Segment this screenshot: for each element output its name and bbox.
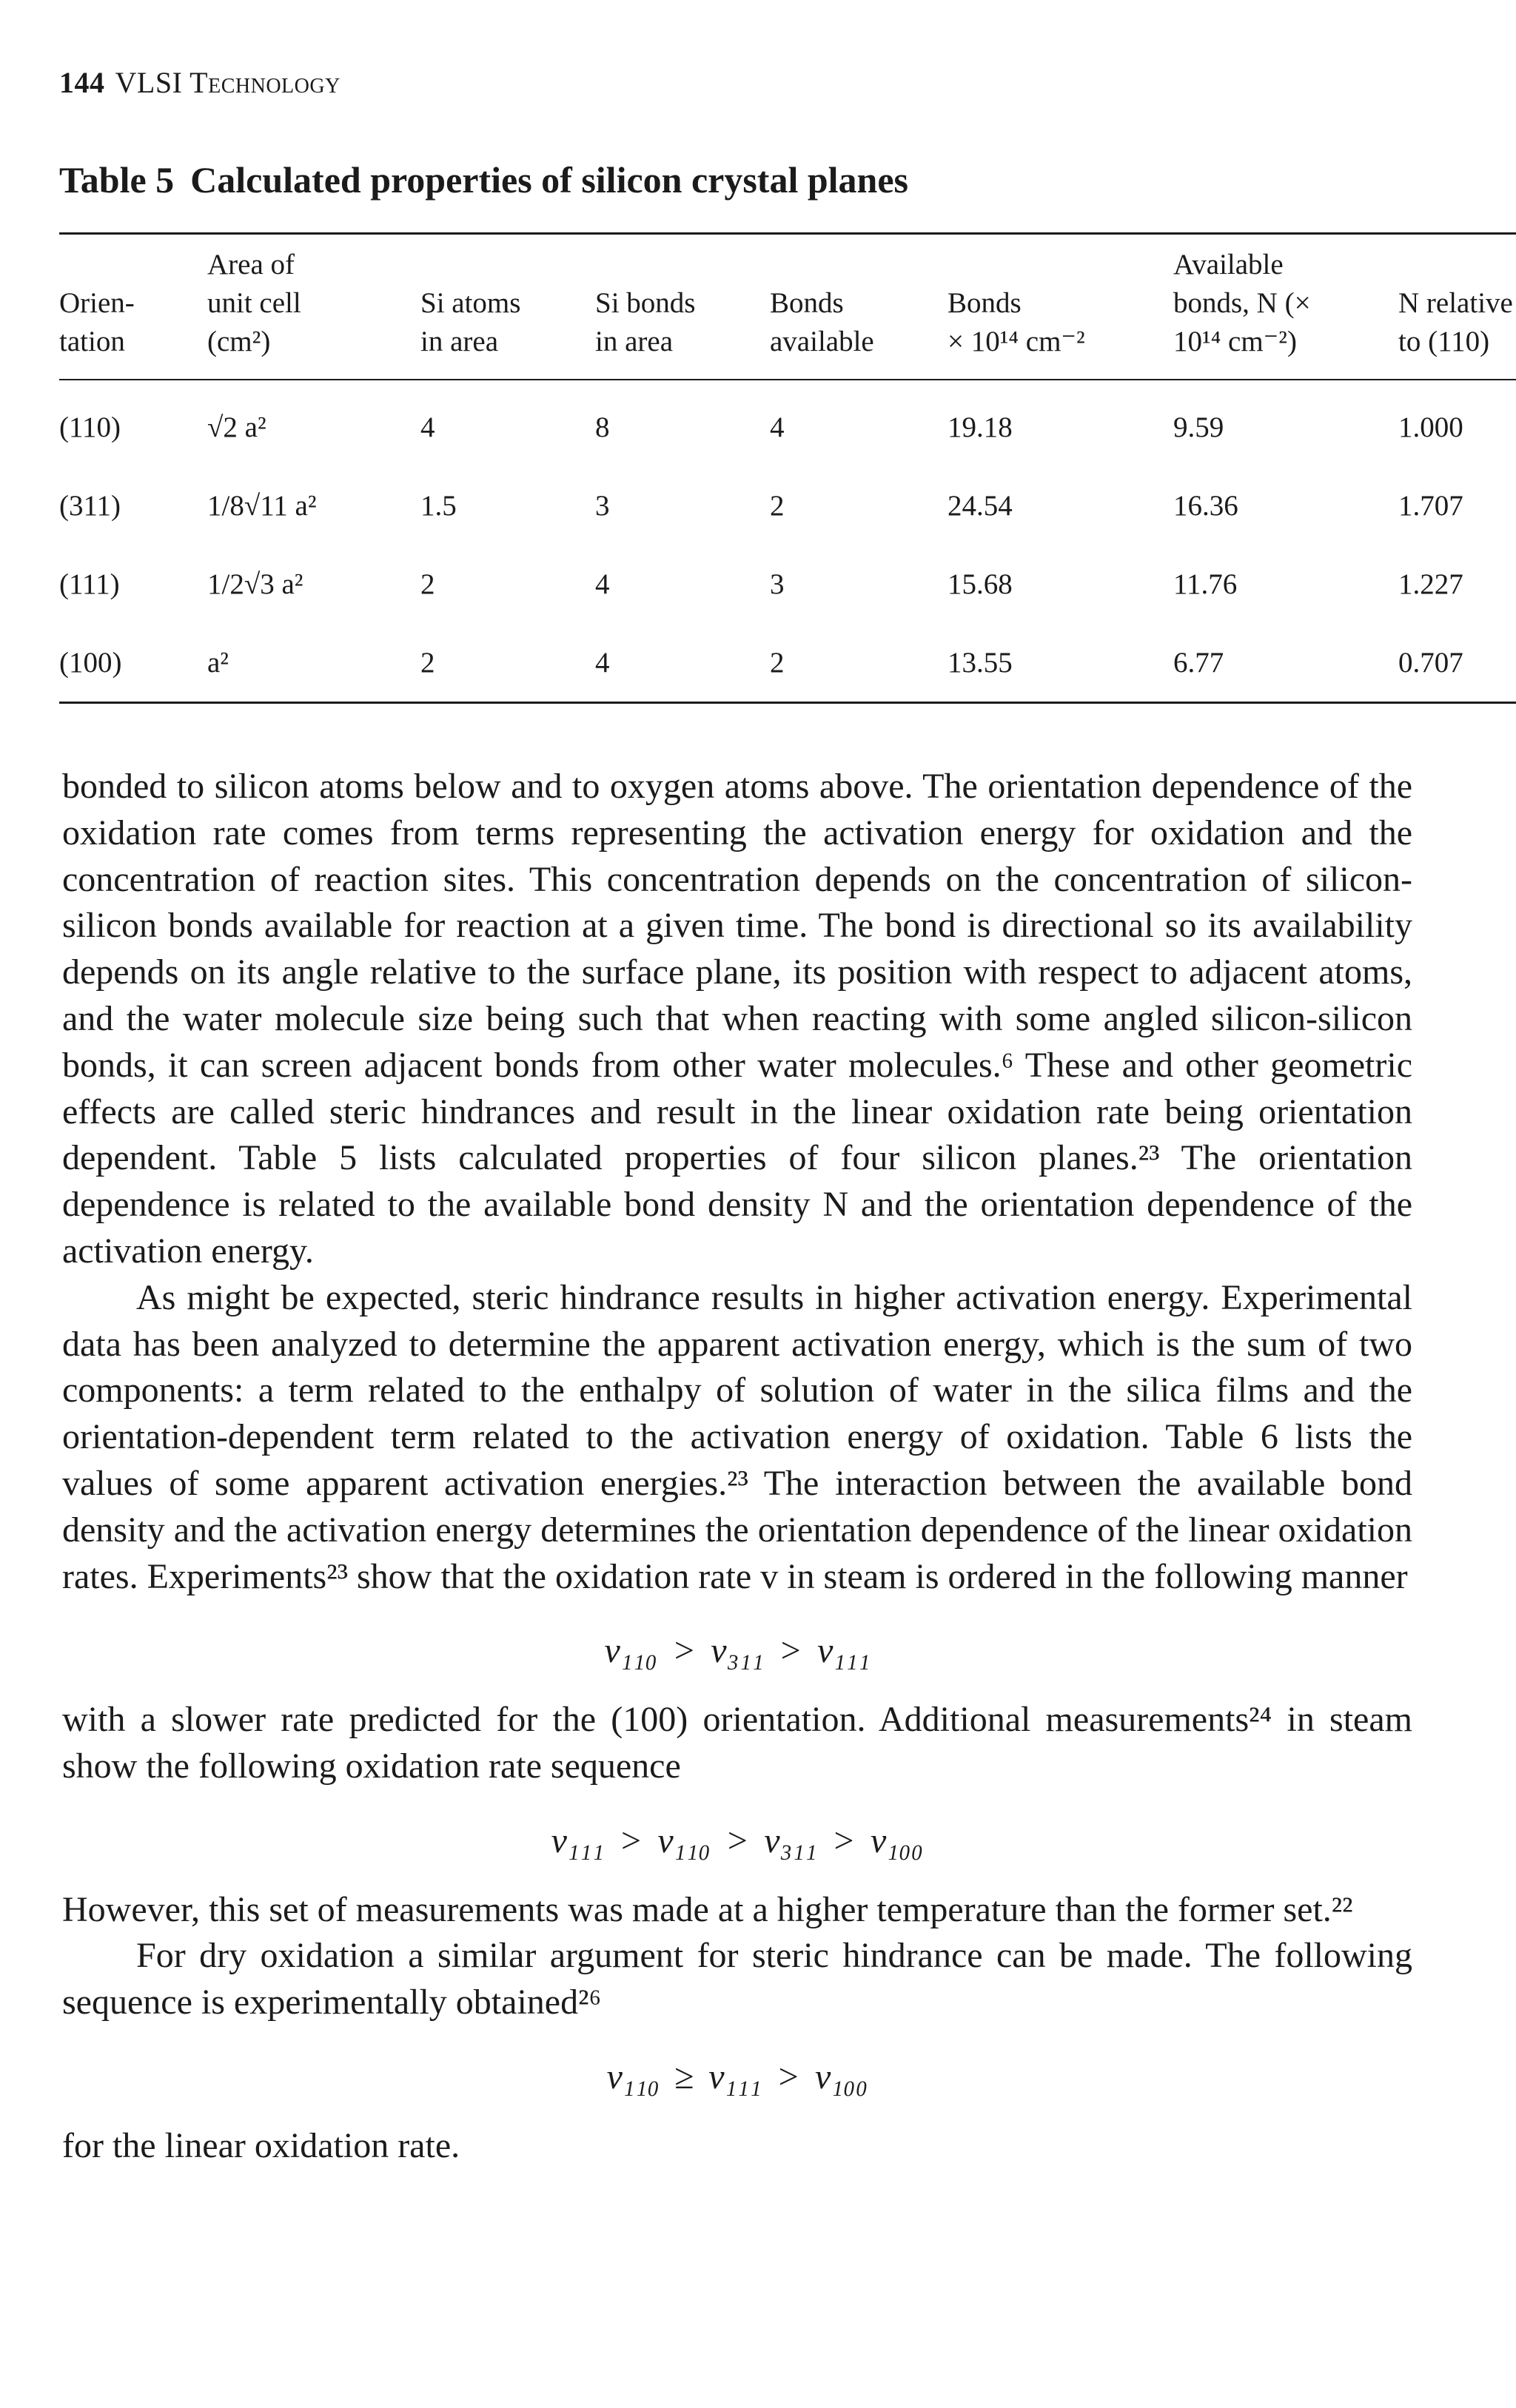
crystal-planes-table — [59, 238, 1516, 704]
col-header-area: Area of unit cell (cm²) — [207, 238, 420, 380]
table-cell: 3 — [595, 489, 610, 522]
table-cell: (100) — [59, 623, 207, 703]
table-header-row — [59, 238, 1516, 380]
table-cell: 16.36 — [1173, 489, 1238, 522]
book-title: VLSI Technology — [115, 66, 341, 99]
table-cell: √2 a² — [207, 411, 266, 443]
paragraph-dry-oxidation: For dry oxidation a similar argument for steric hindrance can be made. The following sequence is experimentally obtained²⁶ — [62, 1936, 1412, 2022]
col-header-n-relative: N relative to (110) — [1398, 238, 1516, 380]
table-cell: (110) — [59, 411, 121, 443]
table-caption — [59, 158, 908, 201]
col-header-si-bonds: Si bonds in area — [595, 238, 770, 380]
col-header-si-atoms: Si atoms in area — [420, 238, 595, 380]
table-title: Calculated properties of silicon crystal planes — [190, 159, 909, 201]
table-cell: 13.55 — [948, 623, 1173, 703]
table-cell: 1/8√11 a² — [207, 489, 317, 522]
table-cell: 3 — [770, 568, 785, 600]
table-cell: 24.54 — [948, 489, 1013, 522]
table-cell: 4 — [770, 411, 785, 443]
table-cell: 4 — [420, 411, 435, 443]
table-cell: 2 — [420, 568, 435, 600]
table-cell: 2 — [770, 489, 785, 522]
paragraph-additional-measurements: with a slower rate predicted for the (100) orientation. Additional measurements²⁴ in steam show the following oxidation rate sequence — [62, 1700, 1412, 1786]
table-row — [59, 545, 1516, 623]
paragraph-higher-temperature: However, this set of measurements was made at a higher temperature than the former set.²² — [62, 1889, 1353, 1929]
table-number: Table 5 — [59, 159, 175, 201]
table-cell: 1.707 — [1398, 489, 1463, 522]
table-cell: 4 — [595, 568, 610, 600]
col-header-bonds-available: Bonds available — [770, 238, 948, 380]
table-cell: 15.68 — [948, 568, 1013, 600]
table-cell: 6.77 — [1173, 623, 1398, 703]
table-row — [59, 466, 1516, 545]
table-top-rule — [59, 232, 1516, 235]
col-header-available-bonds-n: Available bonds, N (× 10¹⁴ cm⁻²) — [1173, 238, 1398, 380]
equation-steam-rate-sequence: v₁₁₁ > v₁₁₀ > v₃₁₁ > v₁₀₀ — [551, 1820, 924, 1860]
running-head — [59, 65, 341, 100]
table-cell: 11.76 — [1173, 568, 1238, 600]
table-cell: 2 — [770, 623, 948, 703]
table-cell: 0.707 — [1398, 623, 1516, 703]
page-number: 144 — [59, 66, 105, 99]
col-header-orientation: Orien- tation — [59, 238, 207, 380]
table-row — [59, 623, 1516, 703]
table-cell: 9.59 — [1173, 411, 1224, 443]
table-cell: 1/2√3 a² — [207, 568, 303, 600]
paragraph-orientation-dependence: bonded to silicon atoms below and to oxygen atoms above. The orientation dependence of the oxidation rate comes from terms representing the activation energy for oxidation and the concentration of reaction sites. This concentration depends on the concentration of silicon-silicon bonds available for reaction at a given time. The bond is directional so its availability depends on its angle relative to the surface plane, its position with respect to adjacent atoms, and the water molecule size being such that when reacting with some angled silicon-silicon bonds, it can screen adjacent bonds from other water molecules.⁶ These and other geometric effects are called steric hindrances and result in the linear oxidation rate being orientation dependent. Table 5 lists calculated properties of four silicon planes.²³ The orientation dependence is related to the available bond density N and the orientation dependence of the activation energy. — [62, 767, 1412, 1271]
table-row — [59, 380, 1516, 466]
equation-dry-rate-sequence: v₁₁₀ ≥ v₁₁₁ > v₁₀₀ — [606, 2056, 868, 2096]
table-cell: 4 — [595, 623, 770, 703]
table-cell: (311) — [59, 489, 121, 522]
table-cell: 8 — [595, 411, 610, 443]
table-cell: 1.000 — [1398, 411, 1463, 443]
table-cell: (111) — [59, 568, 120, 600]
table-cell: 1.227 — [1398, 568, 1463, 600]
paragraph-activation-energy: As might be expected, steric hindrance results in higher activation energy. Experimental data has been analyzed to determine the apparent activation energy, which is the sum of two components: a term related to the enthalpy of solution of water in the silica films and the orientation-dependent term related to the activation energy of oxidation. Table 6 lists the values of some apparent activation energies.²³ The interaction between the available bond density and the activation energy determines the orientation dependence of the linear oxidation rates. Experiments²³ show that the oxidation rate v in steam is ordered in the following manner — [62, 1277, 1412, 1596]
body-text — [62, 764, 1412, 2170]
paragraph-linear-rate: for the linear oxidation rate. — [62, 2125, 460, 2165]
equation-steam-rate-order: v₁₁₀ > v₃₁₁ > v₁₁₁ — [604, 1631, 871, 1671]
table-cell: 1.5 — [420, 489, 457, 522]
table-cell: a² — [207, 623, 420, 703]
table-cell: 2 — [420, 623, 595, 703]
table-cell: 19.18 — [948, 411, 1013, 443]
col-header-bond-density: Bonds × 10¹⁴ cm⁻² — [948, 238, 1173, 380]
